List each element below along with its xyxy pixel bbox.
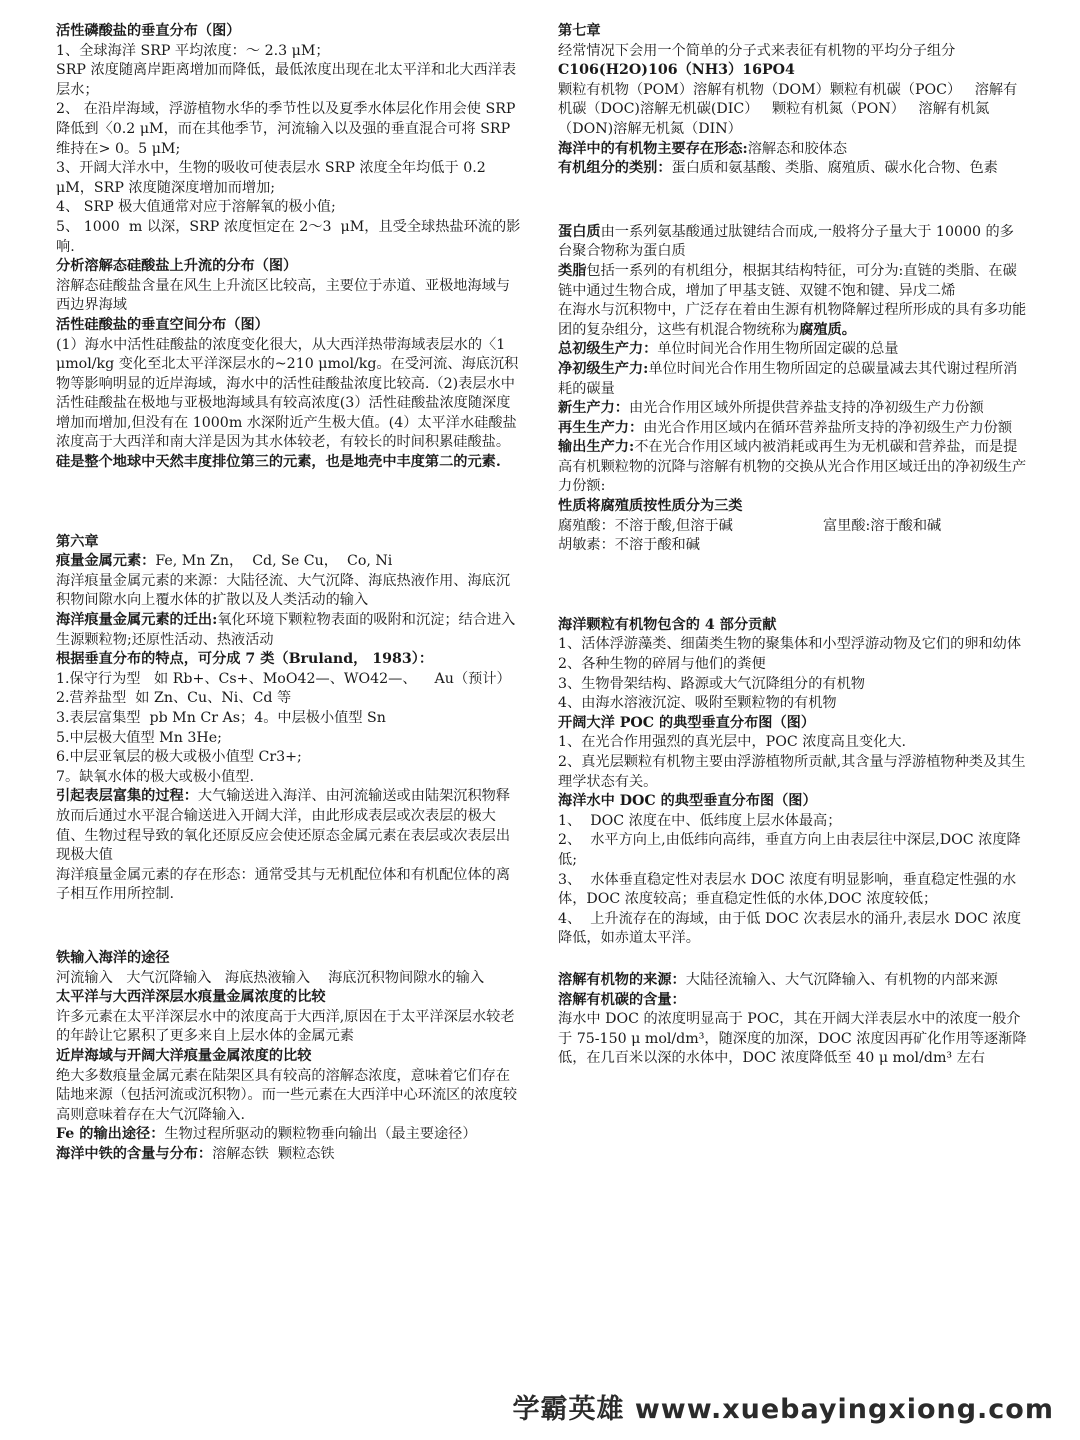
paragraph: 输出生产力:不在光合作用区域内被消耗或再生为无机碳和营养盐，而是提高有机颗粒物的沉降与溶解有机物的交换从光合作用区域迁出的净初级生产力份额: xyxy=(558,439,1027,495)
paragraph: SRP 浓度随离岸距离增加而降低，最低浓度出现在北太平洋和北大西洋表层水； xyxy=(56,62,517,98)
paragraph: 4、由海水溶液沉淀、吸附至颗粒物的有机物 xyxy=(558,695,837,712)
section-heading: 活性硅酸盐的垂直空间分布（图） xyxy=(56,316,269,333)
paragraph: 4、 上升流存在的海域，由于低 DOC 次表层水的涌升,表层水 DOC 浓度降低，如赤道太平洋。 xyxy=(558,910,1022,947)
section-heading: 硅是整个地球中天然丰度排位第三的元素，也是地壳中丰度第二的元素. xyxy=(56,454,501,471)
paragraph: 1.保守行为型 如 Rb+、Cs+、MoO42—、WO42—、 Au（预计）2.营养盐型 如 Zn、Cu、Ni、Cd 等 xyxy=(56,670,511,707)
section-heading: 太平洋与大西洋深层水痕量金属浓度的比较 xyxy=(56,989,326,1006)
section-heading: 根据垂直分布的特点，可分成 7 类（Bruland， 1983）： xyxy=(56,651,434,668)
paragraph: 有机组分的类别：蛋白质和氨基酸、类脂、腐殖质、碳水化合物、色素 xyxy=(558,160,998,177)
paragraph: 引起表层富集的过程：大气输送进入海洋、由河流输送或由陆架沉积物释放而后通过水平混合输送进入开阔大洋，由此形成表层或次表层的极大值、生物过程导致的氧化还原反应会使还原态金属元素在表层或次表层出现极大值 xyxy=(56,788,511,864)
paragraph: 总初级生产力：单位时间光合作用生物所固定碳的总量 xyxy=(558,341,899,358)
paragraph: 颗粒有机物（POM）溶解有机物（DOM）颗粒有机碳（POC） 溶解有机碳（DOC)溶解无机碳(DIC） 颗粒有机氮（PON） 溶解有机氮（DON)溶解无机氮（DIN） xyxy=(558,81,1018,137)
paragraph: 5、 1000 m 以深，SRP 浓度恒定在 2～3 μM，且受全球热盐环流的影响. xyxy=(56,218,521,255)
paragraph: 1、活体浮游藻类、细菌类生物的聚集体和小型浮游动物及它们的卵和幼体 xyxy=(558,636,1022,653)
paragraph: 溶解态硅酸盐含量在风生上升流区比较高，主要位于赤道、亚极地海域与西边界海域 xyxy=(56,277,511,314)
paragraph: 海洋中的有机物主要存在形态:溶解态和胶体态 xyxy=(558,140,848,157)
section-heading: 海洋水中 DOC 的典型垂直分布图（图） xyxy=(558,793,817,810)
watermark-footer: 学霸英雄 www.xuebayingxiong.com xyxy=(512,1394,1054,1425)
paragraph: 4、 SRP 极大值通常对应于溶解氧的极小值; xyxy=(56,199,336,216)
paragraph: 3、 水体垂直稳定性对表层水 DOC 浓度有明显影响，垂直稳定性强的水体，DOC 浓度较高；垂直稳定性低的水体,DOC 浓度较低； xyxy=(558,871,1017,908)
spacer xyxy=(56,905,524,949)
spacer xyxy=(558,179,1028,223)
paragraph: 蛋白质由一系列氨基酸通过肽键结合而成,一般将分子量大于 10000 的多台聚合物称为蛋白质 xyxy=(558,223,1014,260)
paragraph: 2、各种生物的碎屑与他们的粪便 xyxy=(558,656,766,673)
section-heading: 第七章 xyxy=(558,23,601,39)
spacer xyxy=(558,949,1028,971)
paragraph: 3.表层富集型 pb Mn Cr As；4。中层极小值型 Sn xyxy=(56,710,386,726)
paragraph: 2、 水平方向上,由低纬向高纬，垂直方向上由表层往中深层,DOC 浓度降低; xyxy=(558,832,1021,868)
paragraph: 2、 在沿岸海域，浮游植物水华的季节性以及夏季水体层化作用会使 SRP 降低到〈0.2 μM，而在其他季节，河流输入以及强的垂直混合可将 SRP 维持在> 0。5 μM; xyxy=(56,101,520,157)
paragraph: 海水中 DOC 的浓度明显高于 POC，其在开阔大洋表层水中的浓度一般介于 75-150 μ mol/dm³，随深度的加深，DOC 浓度因再矿化作用等逐渐降低，在几百米以深的水体中，DOC 浓度降低至 40 μ mol/dm³ 左右 xyxy=(558,1011,1027,1067)
paragraph: 在海水与沉积物中，广泛存在着由生源有机物降解过程所形成的具有多功能团的复杂组分，这些有机混合物统称为腐殖质。 xyxy=(558,302,1027,338)
section-heading: 第六章 xyxy=(56,533,99,550)
paragraph: 净初级生产力:单位时间光合作用生物所固定的总碳量减去其代谢过程所消耗的碳量 xyxy=(558,360,1018,397)
paragraph: 3、开阔大洋水中，生物的吸收可使表层水 SRP 浓度全年均低于 0.2 μM，SRP 浓度随深度增加而增加; xyxy=(56,160,491,196)
paragraph: Fe 的输出途径：生物过程所驱动的颗粒物垂向输出（最主要途径） xyxy=(56,1126,477,1143)
paragraph: 1、 DOC 浓度在中、低纬度上层水体最高； xyxy=(558,812,842,829)
paragraph: 腐殖酸：不溶于酸,但溶于碱 富里酸:溶于酸和碱 xyxy=(558,517,942,534)
paragraph: 1、全球海洋 SRP 平均浓度：～ 2.3 μM； xyxy=(56,42,330,59)
section-heading: 分析溶解态硅酸盐上升流的分布（图） xyxy=(56,258,298,275)
paragraph: 1、在光合作用强烈的真光层中，POC 浓度高且变化大. xyxy=(558,734,907,751)
paragraph: 痕量金属元素：Fe, Mn Zn， Cd, Se Cu， Co, Ni xyxy=(56,553,393,570)
section-heading: 开阔大洋 POC 的典型垂直分布图（图） xyxy=(558,714,816,731)
paragraph: 海洋痕量金属元素的迁出:氧化环境下颗粒物表面的吸附和沉淀；结合进入生源颗粒物;还原性活动、热液活动 xyxy=(56,612,516,648)
spacer xyxy=(558,556,1028,616)
section-heading: 铁输入海洋的途径 xyxy=(56,949,170,966)
paragraph: 新生产力：由光合作用区域外所提供营养盐支持的净初级生产力份额 xyxy=(558,400,984,417)
paragraph: 海洋中铁的含量与分布：溶解态铁 颗粒态铁 xyxy=(56,1145,335,1162)
paragraph: 绝大多数痕量金属元素在陆架区具有较高的溶解态浓度，意味着它们存在陆地来源（包括河流或沉积物）。而一些元素在大西洋中心环流区的浓度较高则意味着存在大气沉降输入. xyxy=(56,1067,518,1123)
paragraph: 经常情况下会用一个简单的分子式来表征有机物的平均分子组分 C106(H2O)106（NH3）16PO4 xyxy=(558,42,960,79)
paragraph: 海洋痕量金属元素的来源：大陆径流、大气沉降、海底热液作用、海底沉积物间隙水向上覆水体的扩散以及人类活动的输入 xyxy=(56,572,511,609)
section-heading: 溶解有机碳的含量： xyxy=(558,991,686,1008)
section-heading: 活性磷酸盐的垂直分布（图） xyxy=(56,23,241,39)
section-heading: 性质将腐殖质按性质分为三类 xyxy=(558,498,743,515)
right-column xyxy=(558,22,1028,1069)
paragraph: (1）海水中活性硅酸盐的浓度变化很大，从大西洋热带海域表层水的〈1 μmol/kg 变化至北太平洋深层水的~210 μmol/kg。在受河流、海底沉积物等影响明显的近岸海域，海水中的活性硅酸盐浓度比较高.（2)表层水中活性硅酸盐在极地与亚极地海域具有较高浓度(3）活性硅酸盐浓度随深度增加而增加,但没有在 1000m 水深附近产生极大值。(4）太平洋水硅酸盐浓度高于大西洋和南大洋是因为其水体较老，有较长的时间积累硅酸盐。 xyxy=(56,336,519,451)
section-heading: 海洋颗粒有机物包含的 4 部分贡献 xyxy=(558,616,777,633)
paragraph: 河流输入 大气沉降输入 海底热液输入 海底沉积物间隙水的输入 xyxy=(56,969,485,986)
spacer xyxy=(56,473,524,533)
paragraph: 2、真光层颗粒有机物主要由浮游植物所贡献,其含量与浮游植物种类及其生理学状态有关。 xyxy=(558,754,1026,790)
left-column xyxy=(56,22,524,1164)
paragraph: 海洋痕量金属元素的存在形态：通常受其与无机配位体和有机配位体的离子相互作用所控制. xyxy=(56,866,511,903)
paragraph: 类脂包括一系列的有机组分，根据其结构特征，可分为:直链的类脂、在碳链中通过生物合成，增加了甲基支链、双键不饱和键、异戊二烯 xyxy=(558,262,1017,299)
paragraph: 7。缺氧水体的极大或极小值型. xyxy=(56,768,254,785)
paragraph: 胡敏素：不溶于酸和碱 xyxy=(558,537,700,554)
paragraph: 6.中层亚氧层的极大或极小值型 Cr3+; xyxy=(56,749,302,766)
paragraph: 许多元素在太平洋深层水中的浓度高于大西洋,原因在于太平洋深层水较老的年龄让它累积了更多来自上层水体的金属元素 xyxy=(56,1008,515,1045)
paragraph: 溶解有机物的来源：大陆径流输入、大气沉降输入、有机物的内部来源 xyxy=(558,971,998,988)
paragraph: 再生生产力：由光合作用区域内在循环营养盐所支持的净初级生产力份额 xyxy=(558,419,1013,436)
section-heading: 近岸海域与开阔大洋痕量金属浓度的比较 xyxy=(56,1047,312,1064)
paragraph: 5.中层极大值型 Mn 3He; xyxy=(56,729,222,746)
paragraph: 3、生物骨架结构、路源或大气沉降组分的有机物 xyxy=(558,675,865,692)
